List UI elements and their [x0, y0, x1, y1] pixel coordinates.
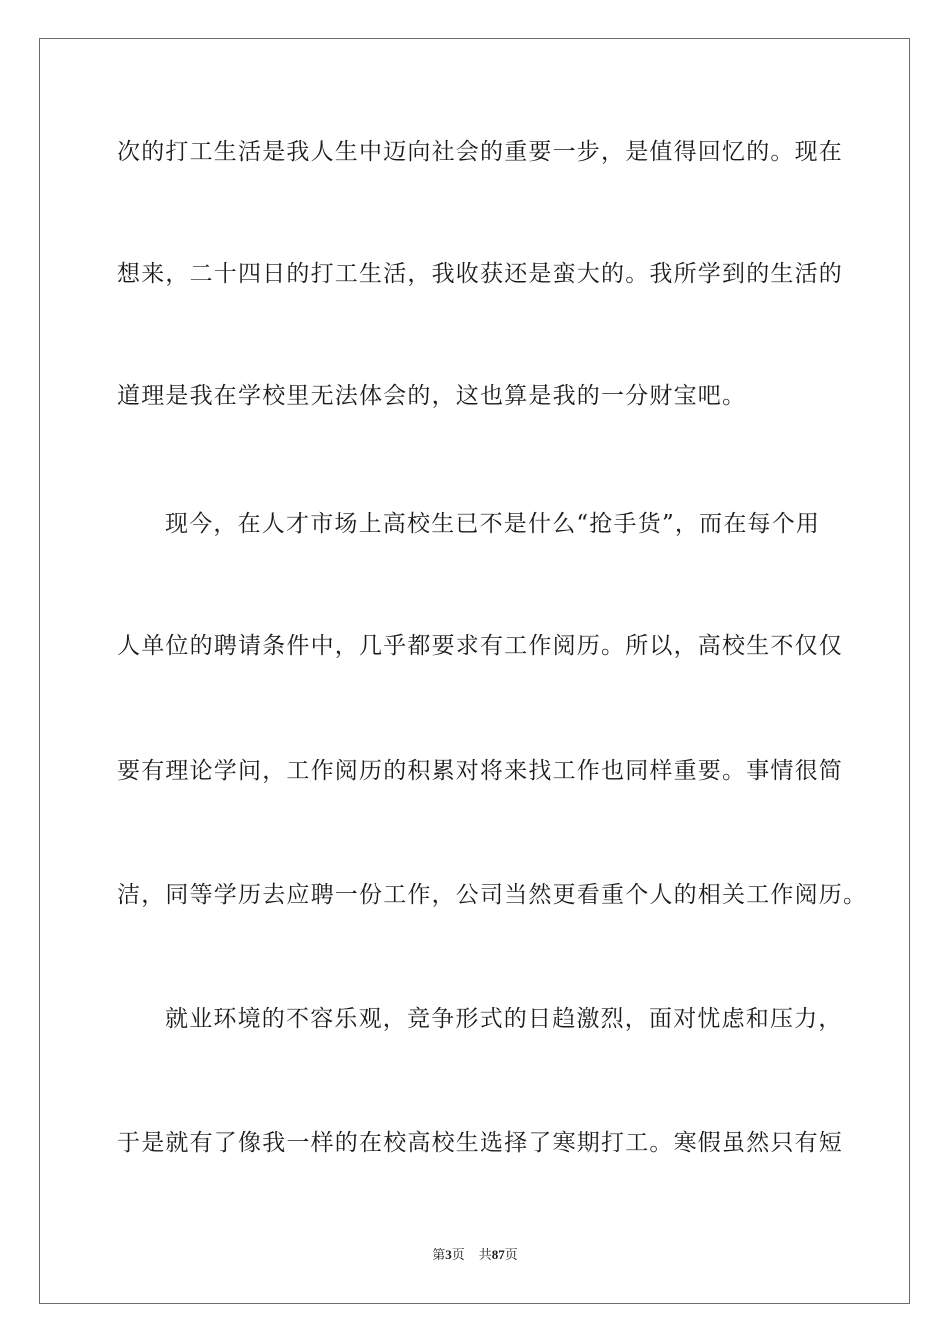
total-prefix: 共 — [478, 1248, 492, 1263]
body-text-line: 现今，在人才市场上高校生已不是什么“抢手货”，而在每个用 — [165, 511, 821, 537]
page-suffix: 页 — [451, 1248, 465, 1263]
body-text-line: 于是就有了像我一样的在校高校生选择了寒期打工。寒假虽然只有短 — [117, 1130, 843, 1156]
page-border — [39, 38, 910, 1304]
total-pages: 87 — [491, 1247, 505, 1262]
body-text-line: 就业环境的不容乐观，竞争形式的日趋激烈，面对忧虑和压力， — [165, 1006, 843, 1032]
body-text-line: 想来，二十四日的打工生活，我收获还是蛮大的。我所学到的生活的 — [117, 261, 843, 287]
body-text-line: 道理是我在学校里无法体会的，这也算是我的一分财宝吧。 — [117, 383, 747, 409]
page-footer — [0, 1246, 950, 1265]
body-text-line: 次的打工生活是我人生中迈向社会的重要一步，是值得回忆的。现在 — [117, 139, 843, 165]
total-suffix: 页 — [504, 1248, 518, 1263]
body-text-line: 洁，同等学历去应聘一份工作，公司当然更看重个人的相关工作阅历。 — [117, 882, 868, 908]
page-number: 3 — [445, 1247, 452, 1262]
body-text-line: 人单位的聘请条件中，几乎都要求有工作阅历。所以，高校生不仅仅 — [117, 633, 843, 659]
body-text-line: 要有理论学问，工作阅历的积累对将来找工作也同样重要。事情很简 — [117, 758, 843, 784]
page-prefix: 第 — [432, 1248, 446, 1263]
